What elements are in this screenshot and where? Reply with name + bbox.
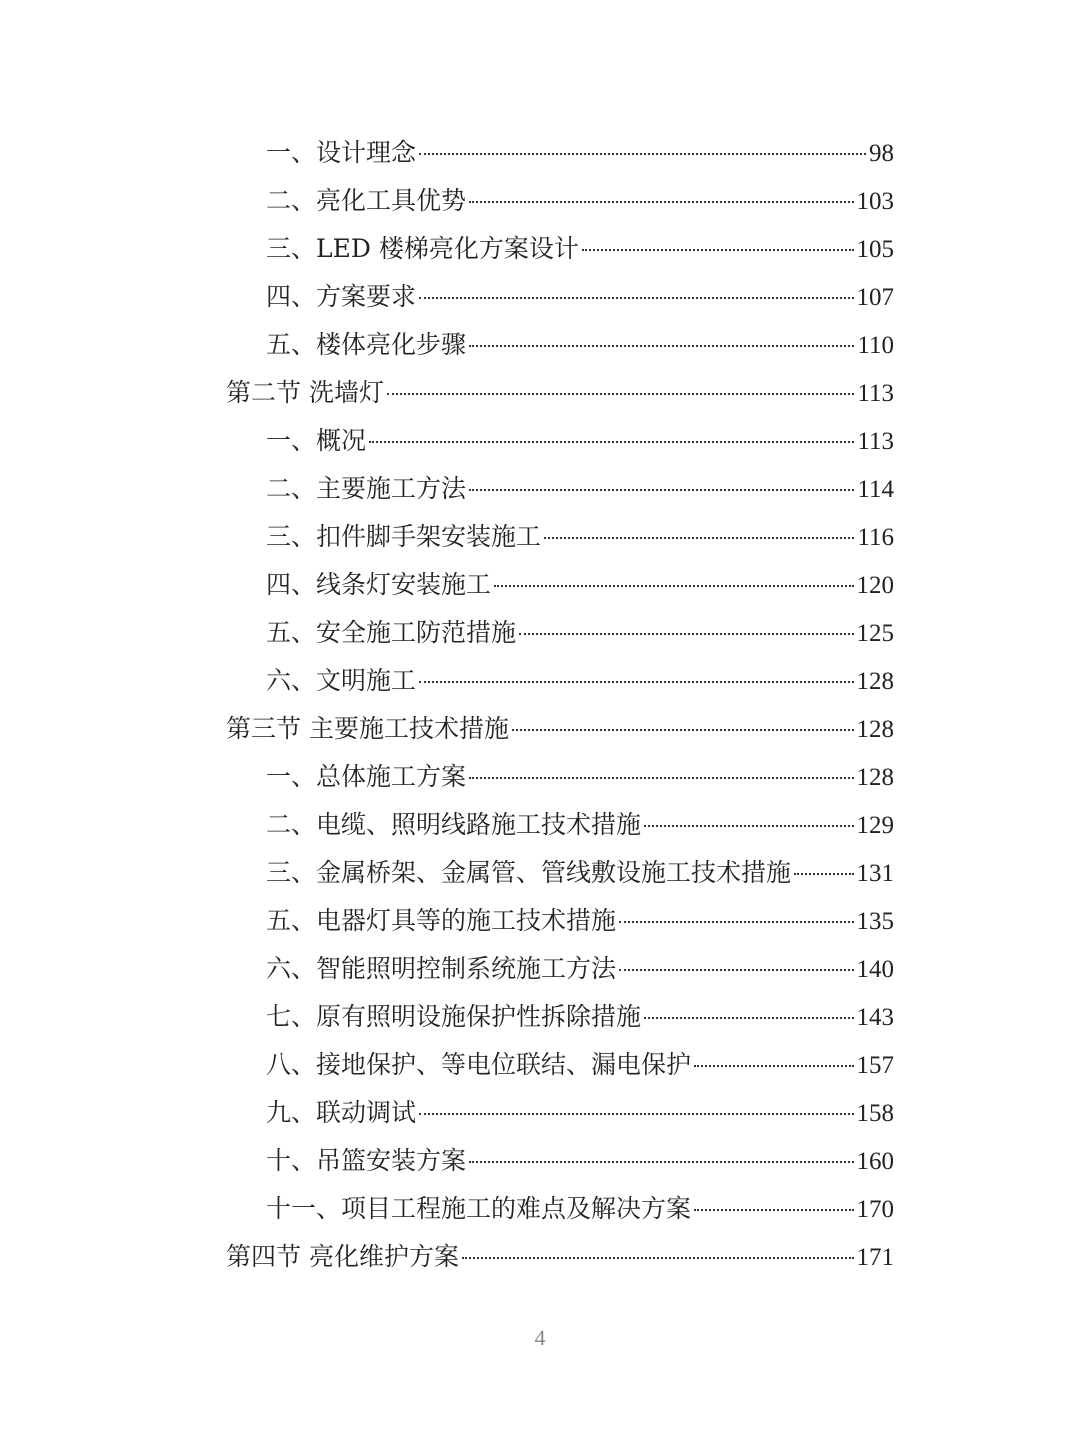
toc-dot-leader: [694, 1065, 853, 1067]
toc-entry-label: 五、楼体亮化步骤: [266, 330, 467, 359]
toc-entry-page-number: 157: [856, 1052, 894, 1079]
toc-dot-leader: [469, 345, 854, 347]
toc-dot-leader: [582, 249, 854, 251]
toc-dot-leader: [494, 585, 853, 587]
toc-entry[interactable]: [226, 513, 894, 561]
toc-entry-page-number: 110: [857, 332, 894, 359]
toc-entry-label: 五、安全施工防范措施: [266, 618, 517, 647]
toc-entry[interactable]: [226, 945, 894, 993]
toc-entry-label: 十一、项目工程施工的难点及解决方案: [266, 1194, 692, 1223]
toc-dot-leader: [794, 873, 853, 875]
toc-entry[interactable]: [226, 225, 894, 273]
toc-entry-page-number: 129: [856, 812, 894, 839]
toc-entry-page-number: 131: [856, 860, 894, 887]
toc-entry[interactable]: [226, 417, 894, 465]
toc-dot-leader: [469, 489, 854, 491]
toc-entry-page-number: 120: [856, 572, 894, 599]
toc-dot-leader: [544, 537, 854, 539]
toc-dot-leader: [469, 1161, 853, 1163]
toc-dot-leader: [387, 393, 854, 395]
toc-entry[interactable]: [226, 657, 894, 705]
toc-entry-label: 第四节 亮化维护方案: [226, 1242, 459, 1271]
toc-entry-page-number: 143: [856, 1004, 894, 1031]
toc-entry-label: 二、主要施工方法: [266, 474, 467, 503]
toc-entry-label: 四、方案要求: [266, 282, 417, 311]
toc-entry[interactable]: [226, 561, 894, 609]
toc-entry-label: 一、设计理念: [266, 138, 417, 167]
toc-entry-page-number: 113: [857, 380, 894, 407]
toc-entry-label: 八、接地保护、等电位联结、漏电保护: [266, 1050, 692, 1079]
toc-entry[interactable]: [226, 1089, 894, 1137]
toc-entry-page-number: 105: [856, 236, 894, 263]
toc-entry-page-number: 158: [856, 1100, 894, 1127]
toc-entry-page-number: 135: [856, 908, 894, 935]
toc-dot-leader: [469, 201, 853, 203]
toc-dot-leader: [694, 1209, 853, 1211]
toc-dot-leader: [644, 825, 853, 827]
toc-entry-label: 五、电器灯具等的施工技术措施: [266, 906, 617, 935]
toc-entry[interactable]: [226, 1041, 894, 1089]
toc-entry[interactable]: [226, 465, 894, 513]
toc-entry-label: 十、吊篮安装方案: [266, 1146, 467, 1175]
table-of-contents: [226, 129, 894, 1281]
toc-entry[interactable]: [226, 177, 894, 225]
toc-dot-leader: [519, 633, 853, 635]
toc-entry[interactable]: [226, 129, 894, 177]
toc-entry[interactable]: [226, 1137, 894, 1185]
toc-entry-page-number: 107: [856, 284, 894, 311]
toc-dot-leader: [644, 1017, 853, 1019]
toc-entry-label: 二、电缆、照明线路施工技术措施: [266, 810, 642, 839]
toc-entry-page-number: 113: [857, 428, 894, 455]
toc-dot-leader: [619, 921, 853, 923]
toc-entry-page-number: 140: [856, 956, 894, 983]
toc-entry[interactable]: [226, 897, 894, 945]
toc-entry-label: 六、文明施工: [266, 666, 417, 695]
toc-dot-leader: [369, 441, 854, 443]
toc-dot-leader: [619, 969, 853, 971]
page-number: 4: [534, 1325, 546, 1350]
toc-dot-leader: [469, 777, 853, 779]
toc-entry-label: 第三节 主要施工技术措施: [226, 714, 509, 743]
toc-entry-page-number: 114: [857, 476, 894, 503]
toc-entry-label: 第二节 洗墙灯: [226, 378, 384, 407]
toc-entry-page-number: 116: [857, 524, 894, 551]
toc-dot-leader: [419, 1113, 853, 1115]
toc-entry-label: 一、总体施工方案: [266, 762, 467, 791]
toc-entry-label: 二、亮化工具优势: [266, 186, 467, 215]
toc-entry[interactable]: [226, 993, 894, 1041]
toc-entry-page-number: 171: [856, 1244, 894, 1271]
toc-entry-label: 三、扣件脚手架安装施工: [266, 522, 542, 551]
toc-entry[interactable]: [226, 321, 894, 369]
toc-entry-label: 六、智能照明控制系统施工方法: [266, 954, 617, 983]
toc-entry-page-number: 98: [869, 140, 894, 167]
toc-entry-page-number: 160: [856, 1148, 894, 1175]
toc-entry-page-number: 128: [856, 716, 894, 743]
toc-entry-label: 一、概况: [266, 426, 367, 455]
toc-dot-leader: [419, 153, 866, 155]
toc-entry-label: 九、联动调试: [266, 1098, 417, 1127]
toc-entry-label: 三、LED 楼梯亮化方案设计: [266, 234, 579, 263]
toc-entry[interactable]: [226, 801, 894, 849]
toc-entry[interactable]: [226, 753, 894, 801]
toc-dot-leader: [512, 729, 854, 731]
toc-entry[interactable]: [226, 609, 894, 657]
toc-entry-label: 四、线条灯安装施工: [266, 570, 492, 599]
toc-entry-label: 三、金属桥架、金属管、管线敷设施工技术措施: [266, 858, 792, 887]
toc-dot-leader: [419, 297, 853, 299]
toc-entry-page-number: 103: [856, 188, 894, 215]
toc-section-entry[interactable]: [226, 1233, 894, 1281]
toc-entry-label: 七、原有照明设施保护性拆除措施: [266, 1002, 642, 1031]
toc-section-entry[interactable]: [226, 369, 894, 417]
toc-dot-leader: [462, 1257, 854, 1259]
toc-entry-page-number: 170: [856, 1196, 894, 1223]
toc-entry[interactable]: [226, 1185, 894, 1233]
toc-dot-leader: [419, 681, 853, 683]
toc-entry-page-number: 128: [856, 764, 894, 791]
toc-entry[interactable]: [226, 849, 894, 897]
toc-entry-page-number: 125: [856, 620, 894, 647]
toc-entry[interactable]: [226, 273, 894, 321]
toc-entry-page-number: 128: [856, 668, 894, 695]
toc-section-entry[interactable]: [226, 705, 894, 753]
